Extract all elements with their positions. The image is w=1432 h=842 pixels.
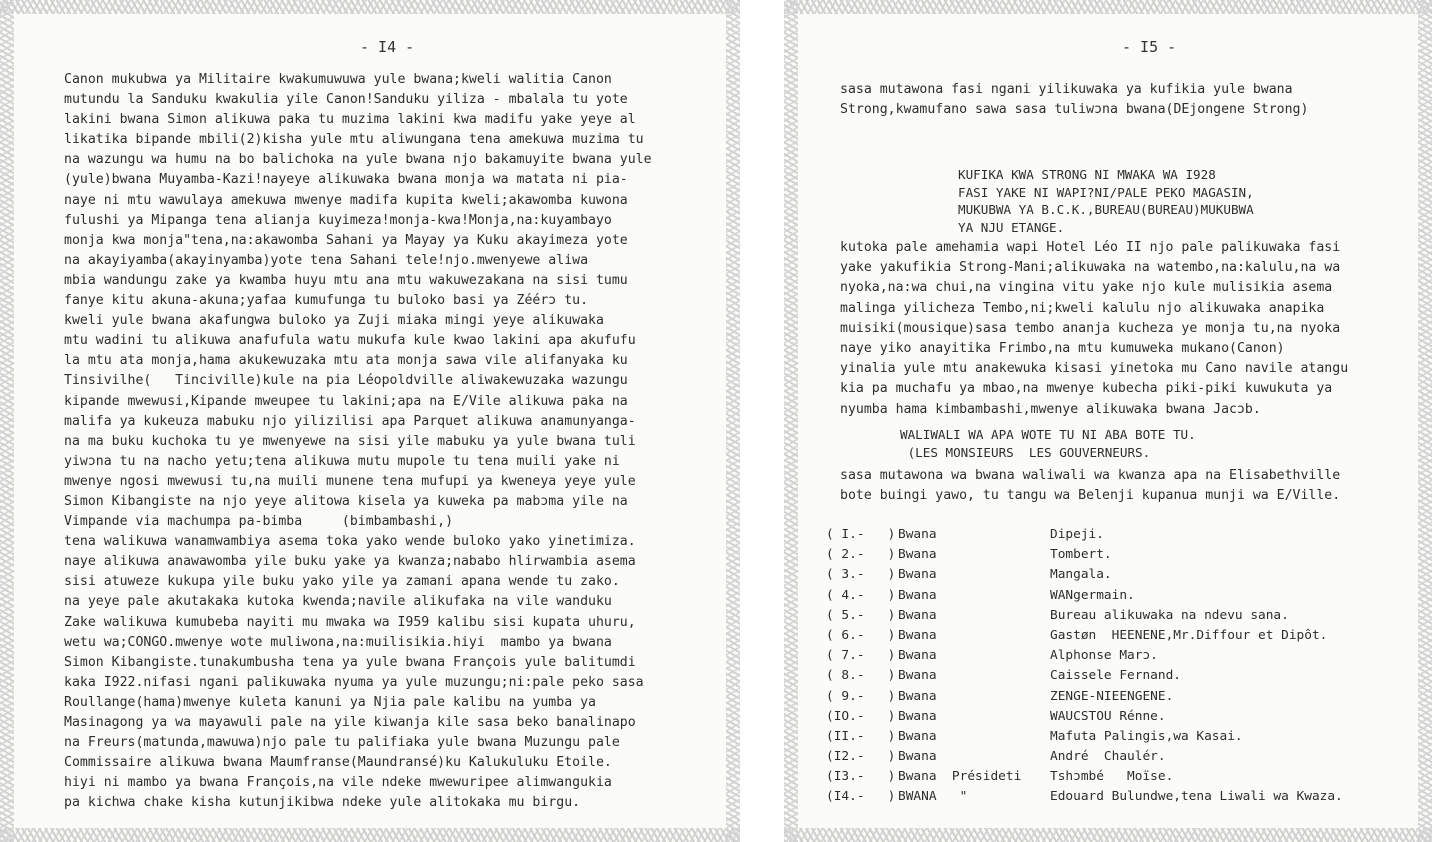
text-line: la mtu ata monja,hama akukewuzaka mtu ata monja sawa vile alifanyaka ku [64,353,628,369]
governor-row [826,707,1386,727]
governor-number: ( 5.- ) [826,607,896,623]
page-gutter [740,0,784,842]
governor-number: ( 2.- ) [826,547,896,563]
governor-row [826,626,1386,646]
text-line: Masinagong ya wa mayawuli pale na yile kiwanja kile sasa beko banalinapo [64,715,636,730]
governor-number: ( I.- ) [826,527,896,542]
text-line: wetu wa;CONGO.mwenye wote muliwona,na:muilisikia.hiyi mambo ya bwana [64,634,612,650]
page-number: - I4 - [360,38,415,56]
decorative-border-bottom [784,828,1432,842]
governor-number: (II.- ) [826,728,896,744]
text-line: nyumba hama kimbambashi,mwenye alikuwaka bwana Jacɔb. [840,401,1261,417]
governor-title: Bwana [898,749,937,765]
governors-heading [900,426,1196,462]
governor-name: WAUCSTOU Rénne. [1050,708,1166,724]
governor-number: ( 8.- ) [826,668,896,684]
text-line: na ma buku kuchoka tu ye mwenyewe na sisi yile mabuku ya yule bwana tuli [64,433,636,449]
governor-name: André Chaulér. [1050,749,1166,765]
text-line: MUKUBWA YA B.C.K.,BUREAU(BUREAU)MUKUBWA [958,202,1254,218]
governor-title: Bwana [898,527,937,542]
governor-name: Mangala. [1050,567,1112,583]
text-line: na akayiyamba(akayinyamba)yote tena Sahani tele!njo.mwenyewe aliwa [64,252,589,268]
governor-name: Edouard Bulundwe,tena Liwali wa Kwaza. [1050,789,1343,805]
text-line: na Freurs(matunda,mawuwa)njo pale tu palifiaka yule bwana Muzungu pale [64,735,620,751]
text-line: Canon mukubwa ya Militaire kwakumuwuwa yule bwana;kweli walitia Canon [64,72,612,87]
text-line: sasa mutawona wa bwana waliwali wa kwanza apa na Elisabethville [840,468,1341,483]
governor-number: ( 7.- ) [826,648,896,664]
governor-row [826,606,1386,626]
governor-row [826,646,1386,666]
governors-intro [840,466,1340,506]
text-line: kaka I922.nifasi ngani palikuwaka nyuma ya yule muzungu;ni:pale peko sasa [64,674,644,690]
text-line: Simon Kibangiste.tunakumbusha tena ya yule bwana François yule balitumdi [64,654,636,670]
governor-name: Tshɔmbé Moïse. [1050,769,1174,785]
text-line: Zake walikuwa kumubeba nayiti mu mwaka wa I959 kalibu sisi kupata uhuru, [64,614,636,630]
decorative-border-right [726,0,740,842]
text-line: kia pa muchafu ya mbao,na mwenye kubecha piki-piki kuwukuta ya [840,381,1333,397]
text-line: sisi atuweze kukupa yile buku yako yile ya zamani apana wende tu zako. [64,574,620,590]
governor-title: Bwana [898,547,937,563]
governor-row [826,747,1386,767]
governor-title: Bwana [898,668,937,684]
governor-row [826,767,1386,787]
text-line: kipande mwewusi,Kipande mweupee tu lakini;apa na E/Vile alikuwa paka na [64,393,628,409]
text-line: naye yiko anayitika Frimbo,na mtu kumuweka mukano(Canon) [840,341,1285,357]
governor-name: Dipeji. [1050,527,1104,542]
governor-number: (I2.- ) [826,749,896,765]
governor-name: WANgermain. [1050,587,1135,603]
text-line: mtu wadini tu alikuwa anafufula watu mukufa kule kwao lakini apa akufufu [64,333,636,349]
governor-name: Caissele Fernand. [1050,668,1181,684]
decorative-border-left [0,0,14,842]
governor-number: ( 6.- ) [826,627,896,643]
text-line: yinalia yule mtu anakewuka kisasi yinetoka mu Cano navile atangu [840,361,1349,377]
governor-number: ( 4.- ) [826,587,896,603]
governor-title: BWANA " [898,789,968,805]
text-line: fulushi ya Mipanga tena alianja kuyimeza!monja-kwa!Monja,na:kuyambayo [64,212,612,228]
text-line: bote buingi yawo, tu tangu wa Belenji kupanua munji wa E/Ville. [840,488,1341,504]
text-line: WALIWALI WA APA WOTE TU NI ABA BOTE TU. [900,427,1196,442]
right-intro-text [840,80,1308,120]
text-line: KUFIKA KWA STRONG NI MWAKA WA I928 [958,167,1216,182]
text-line: yake yakufikia Strong-Mani;alikuwaka na watembo,na:kalulu,na wa [840,260,1341,276]
governor-number: ( 3.- ) [826,567,896,583]
governor-title: Bwana [898,567,937,583]
text-line: lakini bwana Simon alikuwa paka tu muzima lakini kwa madifu yake yeye al [64,112,636,128]
governor-row [826,525,1386,545]
text-line: muisiki(mousique)sasa tembo ananja kucheza ye monja tu,na nyoka [840,320,1341,336]
governor-title: Bwana [898,688,937,704]
text-line: mutundu la Sanduku kwakulia yile Canon!Sanduku yiliza - mbalala tu yote [64,92,628,108]
governor-row [826,545,1386,565]
governors-list [826,525,1386,808]
text-line: (LES MONSIEURS LES GOUVERNEURS. [900,445,1151,460]
right-paragraph [840,238,1348,420]
text-line: na yeye pale akutakaka kutoka kwenda;navile alikufaka na vile wanduku [64,594,612,610]
governor-title: Bwana [898,627,937,643]
text-line: monja kwa monja"tena,na:akawomba Sahani ya Mayay ya Kuku akayimeza yote [64,232,628,248]
strong-heading [958,166,1254,236]
decorative-border-bottom [0,828,740,842]
decorative-border-top [0,0,740,14]
governor-title: Bwana Présideti [898,769,1022,785]
text-line: Strong,kwamufano sawa sasa tuliwɔna bwana(DEjongene Strong) [840,102,1309,118]
text-line: Vimpande via machumpa pa-bimba (bimbambashi,) [64,514,454,530]
governor-name: Tombert. [1050,547,1112,563]
text-line: YA NJU ETANGE. [958,219,1065,235]
governor-number: (IO.- ) [826,708,896,724]
governor-name: ZENGE-NIEENGENE. [1050,688,1174,704]
text-line: mwenye ngosi mwewusi tu,na muili munene tena mufupi ya kweneya yeye yule [64,473,636,489]
governor-name: Bureau alikuwaka na ndevu sana. [1050,607,1289,623]
decorative-border-left [784,0,798,842]
text-line: malinga yilicheza Tembo,ni;kweli kalulu njo alikuwaka anapika [840,300,1325,316]
text-line: kweli yule bwana akafungwa buloko ya Zuji miaka mingi yeye alikuwaka [64,313,604,329]
text-line: (yule)bwana Muyamba-Kazi!nayeye alikuwaka bwana monja wa matata ni pia- [64,172,628,188]
governor-name: Gastøn HEENENE,Mr.Diffour et Dipôt. [1050,627,1328,643]
governor-number: (I3.- ) [826,769,896,785]
governor-title: Bwana [898,728,937,744]
text-line: kutoka pale amehamia wapi Hotel Léo II njo pale palikuwaka fasi [840,240,1341,255]
governor-number: (I4.- ) [826,789,896,805]
governor-title: Bwana [898,607,937,623]
decorative-border-top [784,0,1432,14]
text-line: na wazungu wa humu na bo balichoka na yule bwana njo bakamuyite bwana yule [64,152,652,168]
decorative-border-right [1418,0,1432,842]
text-line: mbia wandungu zake ya kwamba huyu mtu ana mtu wakuwezakana na sisi tumu [64,272,628,288]
governor-row [826,666,1386,686]
text-line: naye ni mtu wawulaya amekuwa mwenye madifa kupita kweli;akawomba kuwona [64,192,628,208]
governor-row [826,727,1386,747]
page-number: - I5 - [1122,38,1177,56]
governor-name: Alphonse Marɔ. [1050,648,1158,664]
governor-name: Mafuta Palingis,wa Kasai. [1050,728,1243,744]
text-line: sasa mutawona fasi ngani yilikuwaka ya kufikia yule bwana [840,82,1293,97]
governor-number: ( 9.- ) [826,688,896,704]
governor-title: Bwana [898,587,937,603]
text-line: Simon Kibangiste na njo yeye alitowa kisela ya kuweka pa mabɔma yile na [64,493,628,509]
text-line: Roullange(hama)mwenye kuleta kanuni ya Njia pale kalibu na yumba ya [64,694,596,710]
governor-title: Bwana [898,708,937,724]
text-line: nyoka,na:wa chui,na vingina vitu yake njo kule mulisikia asema [840,280,1333,296]
text-line: likatika bipande mbili(2)kisha yule mtu aliwungana tena amekuwa muzima tu [64,132,644,148]
governor-row [826,787,1386,807]
text-line: tena walikuwa wanamwambiya asema toka yako wende buloko yako yinetimiza. [64,534,636,550]
text-line: yiwɔna tu na nacho yetu;tena alikuwa mutu mupole tu tena muili yake ni [64,453,620,469]
text-line: Tinsivilhe( Tinciville)kule na pia Léopoldville aliwakewuzaka wazungu [64,373,628,389]
text-line: fanye kitu akuna-akuna;yafaa kumufunga tu buloko basi ya Zéérɔ tu. [64,293,589,309]
governor-row [826,687,1386,707]
text-line: Commissaire alikuwa bwana Maumfranse(Maundransé)ku Kalukuluku Etoile. [64,755,612,771]
governor-row [826,565,1386,585]
text-line: pa kichwa chake kisha kutunjikibwa ndeke yule alitokaka mu birgu. [64,795,581,811]
left-page-text [64,70,652,813]
text-line: malifa ya kukeuza mabuku njo yilizilisi apa Parquet alikuwa anamunyanga- [64,413,636,429]
text-line: hiyi ni mambo ya bwana François,na vile ndeke mwewuripee alimwangukia [64,775,612,791]
text-line: FASI YAKE NI WAPI?NI/PALE PEKO MAGASIN, [958,184,1254,200]
governor-title: Bwana [898,648,937,664]
text-line: naye alikuwa anawawomba yile buku yake ya kwanza;nababo hlirwambia asema [64,554,636,570]
governor-row [826,586,1386,606]
